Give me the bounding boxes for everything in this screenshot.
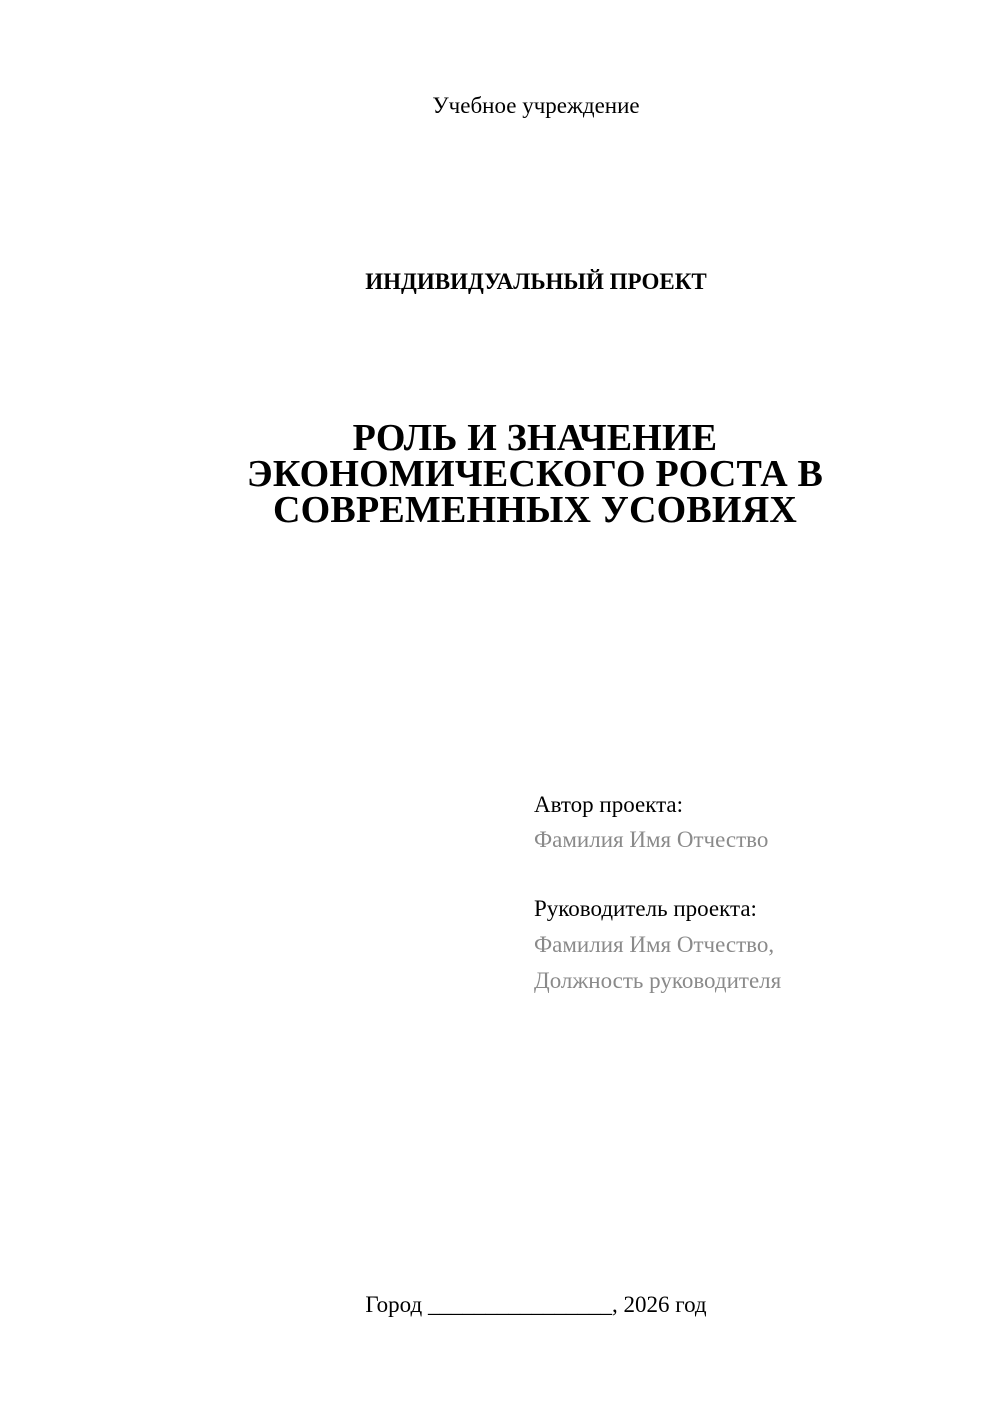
author-block <box>534 787 934 857</box>
author-name: Фамилия Имя Отчество <box>534 827 769 852</box>
author-label: Автор проекта: <box>534 792 683 817</box>
project-title <box>205 417 865 531</box>
project-title-line-3: СОВРЕМЕННЫХ УСОВИЯХ <box>273 489 797 531</box>
supervisor-label: Руководитель проекта: <box>534 896 757 921</box>
city-year-footer: Город ________________, 2026 год <box>365 1292 707 1317</box>
project-type-heading: ИНДИВИДУАЛЬНЫЙ ПРОЕКТ <box>365 269 707 294</box>
supervisor-name: Фамилия Имя Отчество, <box>534 932 775 957</box>
institution-name: Учебное учреждение <box>432 93 640 118</box>
project-title-line-1: РОЛЬ И ЗНАЧЕНИЕ <box>352 417 718 459</box>
supervisor-position: Должность руководителя <box>534 968 782 993</box>
project-title-line-2: ЭКОНОМИЧЕСКОГО РОСТА В <box>246 453 824 495</box>
supervisor-block <box>534 891 954 999</box>
